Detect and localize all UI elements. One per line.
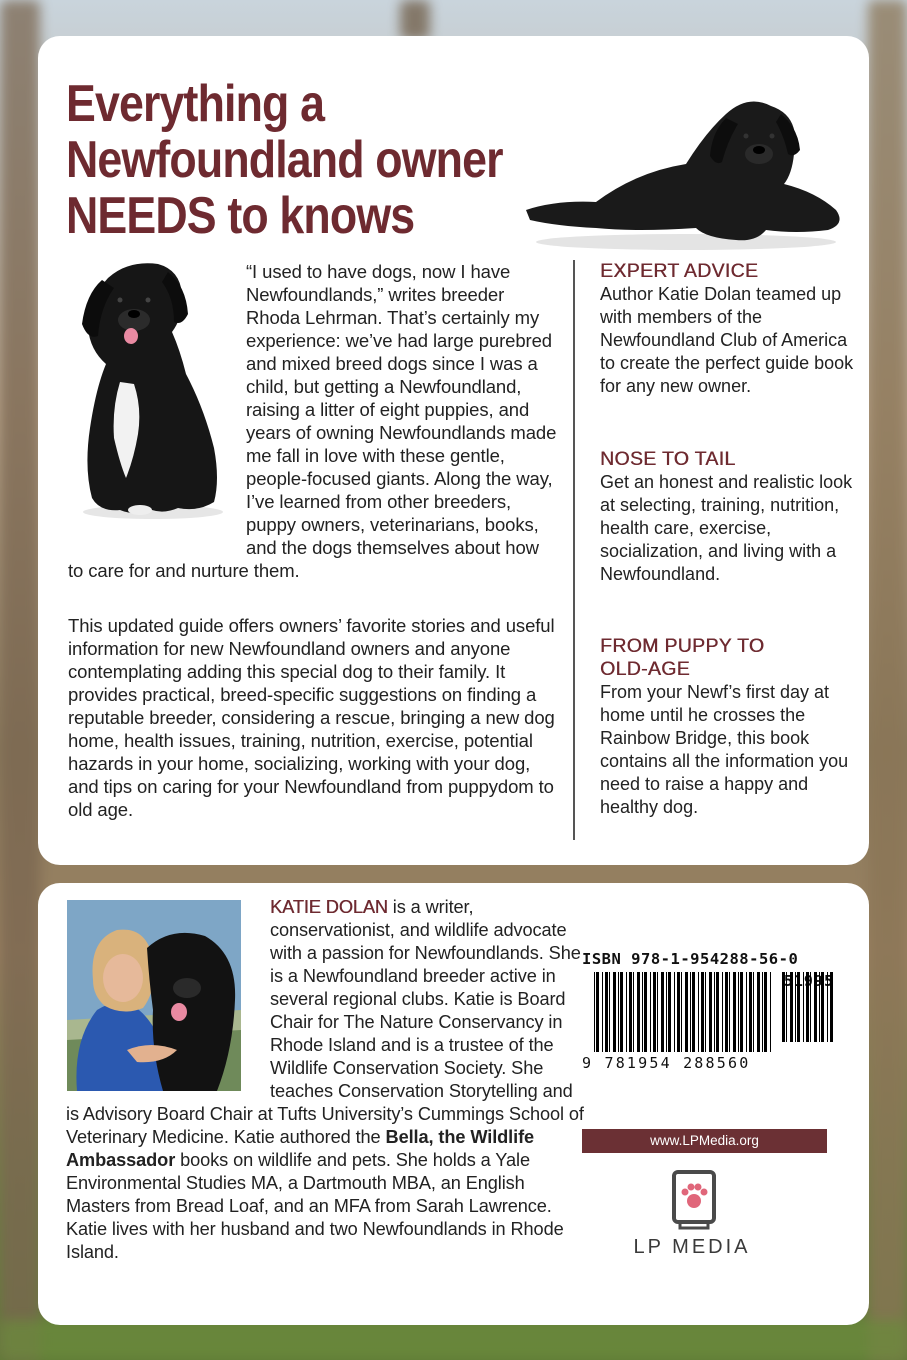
headline-line-2: Newfoundland owner [66, 131, 503, 189]
barcode-bar [729, 972, 730, 1052]
barcode-bar [806, 972, 809, 1042]
barcode-bar [620, 972, 623, 1052]
barcode-bar [753, 972, 754, 1052]
section-text: Get an honest and realistic look at selecting, training, nutrition, health care, exercise, socialization, and living with a Newfoundland. [600, 472, 853, 584]
barcode-bar [613, 972, 616, 1052]
barcode-bar [810, 972, 811, 1042]
photo-spacer [66, 896, 266, 1094]
section-puppy-to-old-age [600, 635, 850, 819]
barcode-bar [666, 972, 667, 1052]
barcode-bar [725, 972, 728, 1052]
publisher-website[interactable]: www.LPMedia.org [582, 1129, 827, 1153]
barcode-bar [749, 972, 752, 1052]
barcode-bar [746, 972, 747, 1052]
intro-paragraph: “I used to have dogs, now I have Newfoundlands,” writes breeder Rhoda Lehrman. That’s certainly my experience: we’ve had large purebred and mixed breed dogs since I was a child, but getting a Newfoundland, raising a litter of eight puppies, and years of owning Newfoundlands made me fall in love with these gentle, people-focused giants. Along the way, I’ve learned from other breeders, puppy owners, veterinarians, books, and the dogs themselves about how to care for and nurture them. [68, 261, 557, 581]
barcode-bar [797, 972, 800, 1042]
barcode-bar [642, 972, 643, 1052]
guide-paragraph: This updated guide offers owners’ favorite stories and useful information for new Newfoundland owners and anyone contemplating adding this special dog to their family. It provides practical, breed-specific suggestions on finding a reputable breeder, considering a rescue, bringing a new dog home, health issues, training, nutrition, exercise, potential hazards in your home, socializing, working with your dog, and tips on caring for your Newfoundland from puppydom to old age. [68, 615, 555, 820]
ean-number: 9 781954 288560 [582, 1054, 751, 1072]
background-tree [400, 0, 430, 40]
barcode-bar [681, 972, 682, 1052]
headline-line-1: Everything a [66, 75, 325, 133]
barcode-bar [637, 972, 640, 1052]
image-spacer [68, 260, 238, 542]
isbn-number: ISBN 978-1-954288-56-0 [582, 950, 799, 968]
barcode-bar [790, 972, 793, 1042]
section-heading: FROM PUPPY TO OLD-AGE [600, 635, 765, 680]
puppy-image [516, 92, 848, 256]
section-nose-to-tail [600, 448, 855, 586]
section-heading: NOSE TO TAIL [600, 448, 736, 470]
barcode-bar [770, 972, 771, 1052]
barcode-bar [795, 972, 796, 1042]
barcode-bar [764, 972, 767, 1052]
barcode-bar [633, 972, 634, 1052]
barcode-bar [716, 972, 719, 1052]
isbn-barcode [582, 948, 838, 1072]
barcode-bar [705, 972, 706, 1052]
intro-section [68, 260, 558, 582]
barcode-bar [657, 972, 658, 1052]
publisher-logo-icon [624, 1168, 764, 1238]
section-text: Author Katie Dolan teamed up with members of the Newfoundland Club of America to create the perfect guide book for any new owner. [600, 284, 854, 396]
barcode-bar [668, 972, 671, 1052]
author-bio-part-2: books on wildlife and pets. She holds a Yale Environmental Studies MA, a Dartmouth MBA, an English Masters from Bread Loaf, and an MFA from Sarah Lawrence. Katie lives with her husband and two Newfoundlands in Rhode Island. [66, 1150, 564, 1262]
barcode-bar [827, 972, 828, 1042]
section-heading: EXPERT ADVICE [600, 260, 759, 282]
barcode-bar [821, 972, 824, 1042]
barcode-bar [819, 972, 820, 1042]
barcode-bar [803, 972, 804, 1042]
headline [66, 75, 503, 245]
barcode-bar [692, 972, 695, 1052]
barcode-bar [674, 972, 675, 1052]
barcode-bar [594, 972, 595, 1052]
barcode-bar [814, 972, 817, 1042]
barcode-bar [738, 972, 739, 1052]
barcode-bar [740, 972, 743, 1052]
column-divider [573, 260, 575, 840]
barcode-bar [830, 972, 833, 1042]
barcode-bar [609, 972, 610, 1052]
barcode-bar [786, 972, 787, 1042]
barcode-bars [582, 972, 838, 1054]
background-tree [0, 0, 40, 1360]
barcode-bar [690, 972, 691, 1052]
barcode-bar [685, 972, 688, 1052]
barcode-bar [650, 972, 651, 1052]
barcode-bar [709, 972, 712, 1052]
barcode-bar [722, 972, 723, 1052]
barcode-bar [653, 972, 656, 1052]
section-expert-advice [600, 260, 855, 398]
barcode-bar [757, 972, 760, 1052]
barcode-bar [602, 972, 603, 1052]
book-title: Bella, the Wildlife Ambassador [66, 1127, 535, 1170]
barcode-bar [626, 972, 627, 1052]
barcode-bar [644, 972, 647, 1052]
headline-line-3: NEEDS to knows [66, 187, 415, 245]
barcode-bar [677, 972, 680, 1052]
background-tree [868, 0, 907, 1360]
background-grass [0, 1320, 907, 1360]
publisher-name: LP MEDIA [633, 1236, 751, 1258]
barcode-bar [782, 972, 785, 1042]
barcode-bar [698, 972, 699, 1052]
author-bio-part-1: is a writer, conservationist, and wildlife advocate with a passion for Newfoundlands. She is a Newfoundland breeder active in several regional clubs. Katie is Board Chair for The Nature Conservancy in Rhode Island and is a trustee of the Wildlife Conservation Society. She teaches Conservation Storytelling and is Advisory Board Chair at Tufts University’s Cummings School of Veterinary Medicine. Katie authored the [66, 897, 584, 1147]
author-bio [66, 896, 584, 1264]
barcode-bar [762, 972, 763, 1052]
barcode-bar [618, 972, 619, 1052]
section-text: From your Newf’s first day at home until he crosses the Rainbow Bridge, this book contains all the information you need to raise a happy and healthy dog. [600, 682, 849, 817]
barcode-bar [733, 972, 736, 1052]
author-name: KATIE DOLAN [270, 897, 388, 917]
barcode-bar [661, 972, 664, 1052]
barcode-bar [596, 972, 599, 1052]
barcode-bar [605, 972, 608, 1052]
barcode-bar [714, 972, 715, 1052]
barcode-bar [701, 972, 704, 1052]
barcode-bar [629, 972, 632, 1052]
